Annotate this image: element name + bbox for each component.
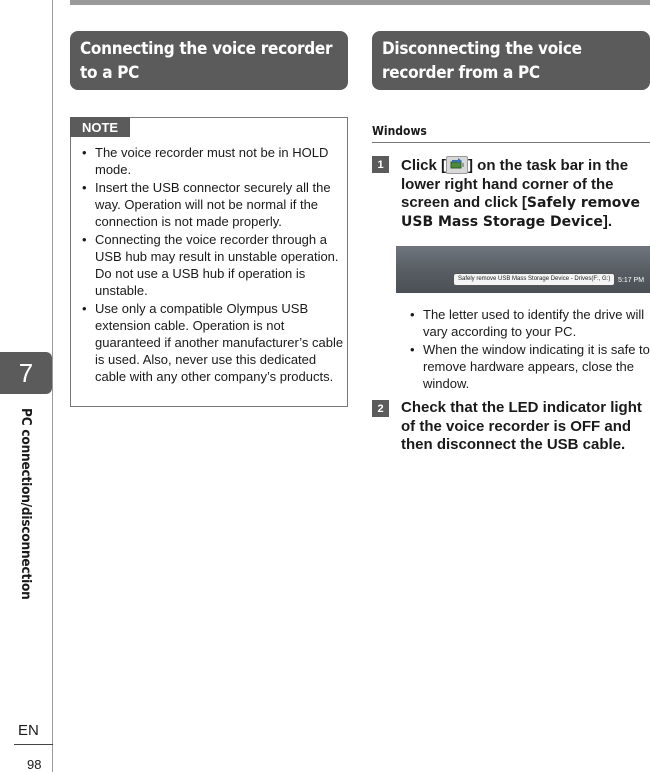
note-item: • Insert the USB connector securely all the way. Operation will not be normal if the connection is not made properly. [72,179,344,230]
screenshot-clock: 5:17 PM [618,277,645,284]
chapter-tab: 7 [0,352,52,394]
step-1-text [401,156,650,231]
step-note-item: • When the window indicating it is safe to remove hardware appears, close the window. [400,341,650,392]
page-number: 98 [27,757,42,772]
os-label: Windows [372,124,427,138]
step-1-number: 1 [372,156,389,173]
note-item: • Connecting the voice recorder through a USB hub may result in unstable operation. Do not use a USB hub if operation is unstable. [72,231,344,299]
step-1-text-mid: ] on the task bar in the lower right hand corner of the screen and click [ [401,157,629,211]
step-1-text-before: Click [ [401,157,447,174]
safely-remove-hardware-icon [446,156,468,174]
note-item: • Use only a compatible Olympus USB extension cable. Operation is not guaranteed if another manufacturer’s cable is used. Also, never use this dedicated cable with any other company’s products. [72,300,344,385]
language-rule [14,744,53,745]
note-item: • The voice recorder must not be in HOLD mode. [72,144,344,178]
language-label: EN [18,722,39,739]
step-note-item: • The letter used to identify the drive will vary according to your PC. [400,306,650,340]
disconnecting-heading: Disconnecting the voice recorder from a PC [372,31,650,90]
note-list [72,144,344,386]
step-1-bold-text: Safely remove USB Mass Storage Device [401,195,641,230]
os-rule [372,142,650,143]
chapter-title: PC connection/disconnection [18,408,34,600]
note-label: NOTE [70,117,130,137]
top-rule [70,0,650,5]
step-1-text-after: ]. [602,212,613,230]
taskbar-screenshot [396,246,650,293]
note-box [70,117,348,407]
step-1-notes [400,306,650,393]
margin-rule [52,0,53,772]
step-2-text: Check that the LED indicator light of the voice recorder is OFF and then disconnect the USB cable. [401,399,642,453]
screenshot-notification: Safely remove USB Mass Storage Device - Drives(F:, G:) [453,273,615,286]
connecting-heading: Connecting the voice recorder to a PC [70,31,348,90]
step-2-number: 2 [372,400,389,417]
